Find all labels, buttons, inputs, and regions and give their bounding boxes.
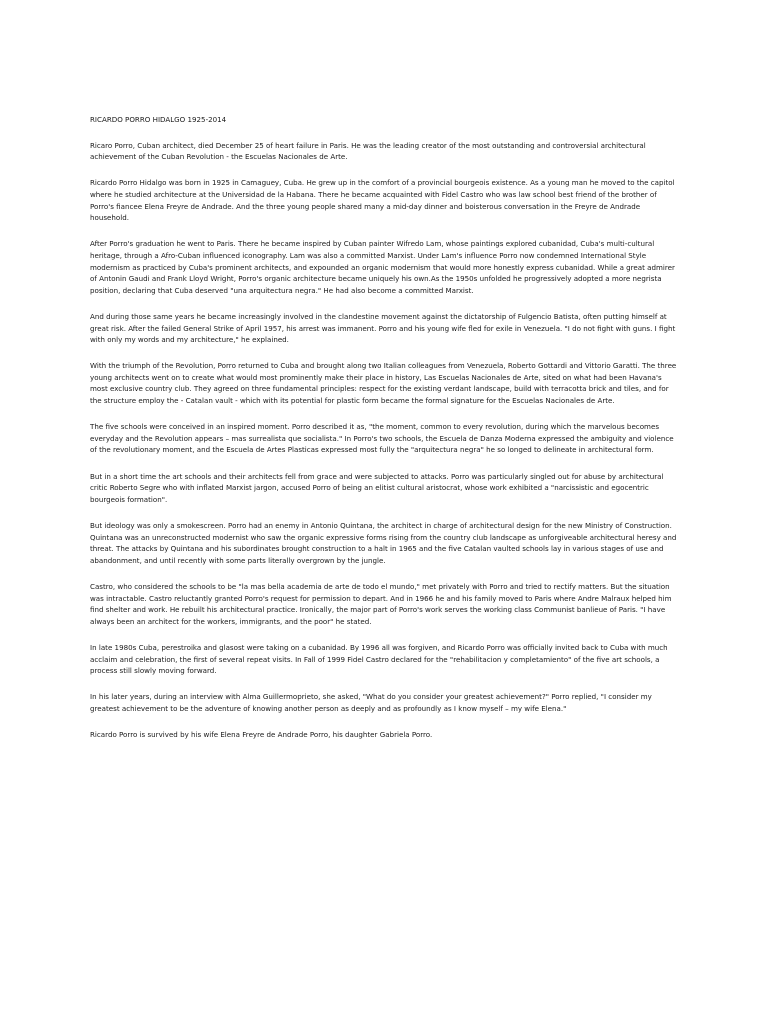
paragraph: The five schools were conceived in an inspired moment. Porro described it as, "the moment, common to every revolution, during which the marvelous becomes everyday and the Revolution appears – mas surrealista que socialista." In Porro's two schools, the Escuela de Danza Moderna expressed the ambiguity and violence of the revolutionary moment, and the Escuela de Artes Plasticas expressed most fully the "arquitectura negra" he so longed to delineate in architectural form. <box>90 422 674 455</box>
paragraph: Ricardo Porro is survived by his wife Elena Freyre de Andrade Porro, his daughter Gabriela Porro. <box>90 730 433 740</box>
paragraph: In late 1980s Cuba, perestroika and glasost were taking on a cubanidad. By 1996 all was forgiven, and Ricardo Porro was officially invited back to Cuba with much acclaim and celebration, the first of several repeat visits. In Fall of 1999 Fidel Castro declared for the "rehabilitacion y completamiento" of the five art schools, a process still slowly moving forward. <box>90 642 668 676</box>
paragraph: Castro, who considered the schools to be "la mas bella academia de arte de todo el mundo," met privately with Porro and tried to rectify matters. But the situation was intractable. Castro reluctantly granted Porro's request for permission to depart. And in 1966 he and his family moved to Paris where Andre Malraux helped him find shelter and work. He rebuilt his architectural practice. Ironically, the major part of Porro's work serves the working class Communist banlieue of Paris. "I have always been an architect for the workers, immigrants, and the poor" he stated. <box>90 581 672 626</box>
paragraph: But ideology was only a smokescreen. Porro had an enemy in Antonio Quintana, the architect in charge of architectural design for the new Ministry of Construction. Quintana was an unreconstructed modernist who saw the organic expressive forms rising from the country club landscape as unforgiveable architectural heresy and threat. The attacks by Quintana and his subordinates brought construction to a halt in 1965 and the five Catalan vaulted schools lay in various stages of use and abandonment, and until recently with some parts literally overgrown by the jungle. <box>90 521 677 565</box>
paragraph: Ricardo Porro Hidalgo was born in 1925 in Camaguey, Cuba. He grew up in the comfort of a provincial bourgeois existence. As a young man he moved to the capitol where he studied architecture at the Universidad de la Habana. There he became acquainted with Fidel Castro who was law school best friend of the brother of Porro's fiancee Elena Freyre de Andrade. And the three young people shared many a mid-day dinner and boisterous conversation in the Freyre de Andrade household. <box>90 178 675 223</box>
paragraph: And during those same years he became increasingly involved in the clandestine movement against the dictatorship of Fulgencio Batista, often putting himself at great risk. After the failed General Strike of April 1957, his arrest was immanent. Porro and his young wife fled for exile in Venezuela. "I do not fight with guns. I fight with only my words and my architecture," he explained. <box>90 311 676 345</box>
paragraph: But in a short time the art schools and their architects fell from grace and were subjected to attacks. Porro was particularly singled out for abuse by architectural critic Roberto Segre who with inflated Marxist jargon, accused Porro of being an elitist cultural aristocrat, whose work exhibited a "narcissistic and egocentric bourgeois formation". <box>90 471 664 504</box>
paragraph: In his later years, during an interview with Alma Guillermoprieto, she asked, "What do you consider your greatest achievement?" Porro replied, "I consider my greatest achievement to be the adventure of knowing another person as deeply and as profoundly as I know myself – my wife Elena." <box>90 692 652 713</box>
document-title: RICARDO PORRO HIDALGO 1925-2014 <box>90 115 227 124</box>
paragraph: After Porro's graduation he went to Paris. There he became inspired by Cuban painter Wifredo Lam, whose paintings explored cubanidad, Cuba's multi-cultural heritage, through a Afro-Cuban influenced iconography. Lam was also a committed Marxist. Under Lam's influence Porro now condemned International Style modernism as practiced by Cuba's prominent architects, and expounded an organic modernism that would more honestly express cubanidad. While a great admirer of Antonin Gaudi and Frank Lloyd Wright, Porro's organic architecture became uniquely his own.As the 1950s unfolded he progressively adopted a more negrista position, declaring that Cuba deserved "una arquitectura negra." He had also become a committed Marxist. <box>90 239 675 295</box>
document-body <box>90 114 680 755</box>
paragraph: Ricaro Porro, Cuban architect, died December 25 of heart failure in Paris. He was the leading creator of the most outstanding and controversial architectural achievement of the Cuban Revolution - the Escuelas Nacionales de Arte. <box>90 140 646 162</box>
paragraph: With the triumph of the Revolution, Porro returned to Cuba and brought along two Italian colleagues from Venezuela, Roberto Gottardi and Vittorio Garatti. The three young architects went on to create what would most prominently make their place in history, Las Escuelas Nacionales de Arte, sited on what had been Havana's most exclusive country club. They agreed on three fundamental principles: respect for the existing verdant landscape, build with terracotta brick and tiles, and for the structure employ the - Catalan vault - which with its potential for plastic form became the formal signature for the Escuelas Nacionales de Arte. <box>90 361 677 406</box>
